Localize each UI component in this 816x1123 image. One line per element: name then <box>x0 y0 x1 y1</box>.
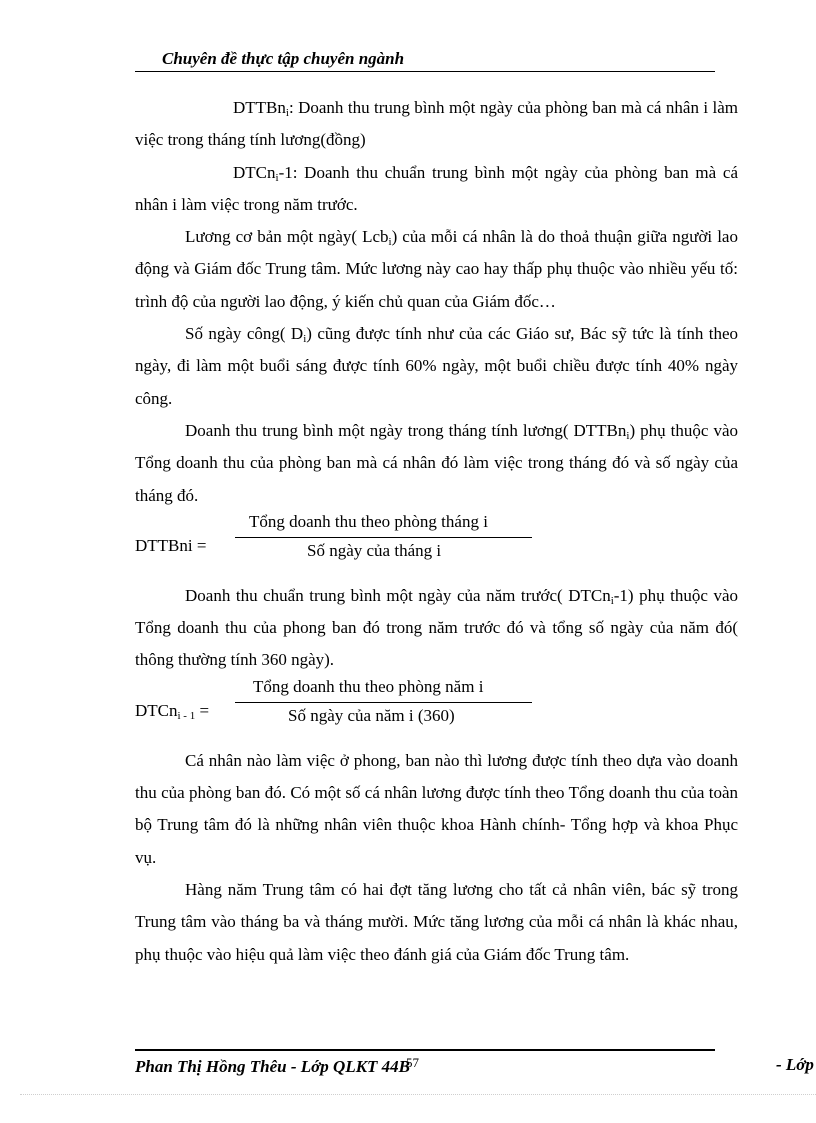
formula-denominator: Số ngày của tháng i <box>307 540 442 560</box>
paragraph-work-days: Số ngày công( $D_i$) cũng được tính như của các Giáo sư, Bác sỹ tức là tính theo ngày, đi làm một buổi sáng được tính 60% ngày, một buổi chiều được tính 40% ngày công. <box>135 324 738 408</box>
formula-dttbn <box>135 512 738 580</box>
paragraph-standard-revenue: Doanh thu chuẩn trung bình một ngày của năm trước( DTCn$_i$-1) phụ thuộc vào Tổng doanh thu của phong ban đó trong năm trước đó và tổng số ngày của năm đó( thông thường tính 360 ngày). <box>135 585 738 670</box>
formula-lhs: DTTBni = <box>135 535 207 555</box>
formula-dtcn <box>135 677 738 745</box>
formula-denominator: Số ngày của năm i (360) <box>288 705 455 725</box>
footer-author: Phan Thị Hồng Thêu - Lớp QLKT 44B <box>135 1057 411 1076</box>
paragraph-dttbn-definition: DTTBn$_i$: Doanh thu trung bình một ngày của phòng ban mà cá nhân i làm việc trong tháng tính lương(đồng) <box>135 98 738 150</box>
paragraph-dtcn-definition: DTCn$_i$-1: Doanh thu chuẩn trung bình một ngày của phòng ban mà cá nhân i làm việc trong năm trước. <box>135 162 738 214</box>
footer-rule <box>135 1049 715 1051</box>
paragraph-salary-increase: Hàng năm Trung tâm có hai đợt tăng lương cho tất cả nhân viên, bác sỹ trong Trung tâm vào tháng ba và tháng mười. Mức tăng lương của mỗi cá nhân là khác nhau, phụ thuộc vào hiệu quả làm việc theo đánh giá của Giám đốc Trung tâm. <box>135 879 738 964</box>
fraction-bar <box>235 702 532 703</box>
page-header-title: Chuyên đề thực tập chuyên ngành <box>162 49 405 68</box>
page-number: 57 <box>406 1055 420 1070</box>
page-edge-dotted-line <box>20 1094 816 1095</box>
paragraph-base-salary: Lương cơ bản một ngày( Lcb$_i$) của mỗi cá nhân là do thoả thuận giữa người lao động và Giám đốc Trung tâm. Mức lương này cao hay thấp phụ thuộc vào nhiều yếu tố: trình độ của người lao động, ý kiến chủ quan của Giám đốc… <box>135 227 738 311</box>
footer-right-fragment: - Lớp <box>776 1055 814 1074</box>
formula-numerator: Tổng doanh thu theo phòng tháng i <box>249 511 488 531</box>
header-rule <box>135 71 715 72</box>
formula-numerator: Tổng doanh thu theo phòng năm i <box>253 676 484 696</box>
formula-lhs: DTCn$_{i - 1}$ = <box>135 700 210 722</box>
document-body <box>135 92 738 971</box>
paragraph-department-salary: Cá nhân nào làm việc ở phong, ban nào thì lương được tính theo dựa vào doanh thu của phòng ban đó. Có một số cá nhân lương được tính theo Tổng doanh thu của toàn bộ Trung tâm đó là những nhân viên thuộc khoa Hành chính- Tổng hợp và khoa Phục vụ. <box>135 750 738 867</box>
fraction-bar <box>235 537 532 538</box>
page-footer <box>135 1055 419 1077</box>
paragraph-monthly-revenue: Doanh thu trung bình một ngày trong tháng tính lương( DTTBn$_i$) phụ thuộc vào Tổng doanh thu của phòng ban mà cá nhân đó làm việc trong tháng đó và số ngày của tháng đó. <box>135 420 738 505</box>
